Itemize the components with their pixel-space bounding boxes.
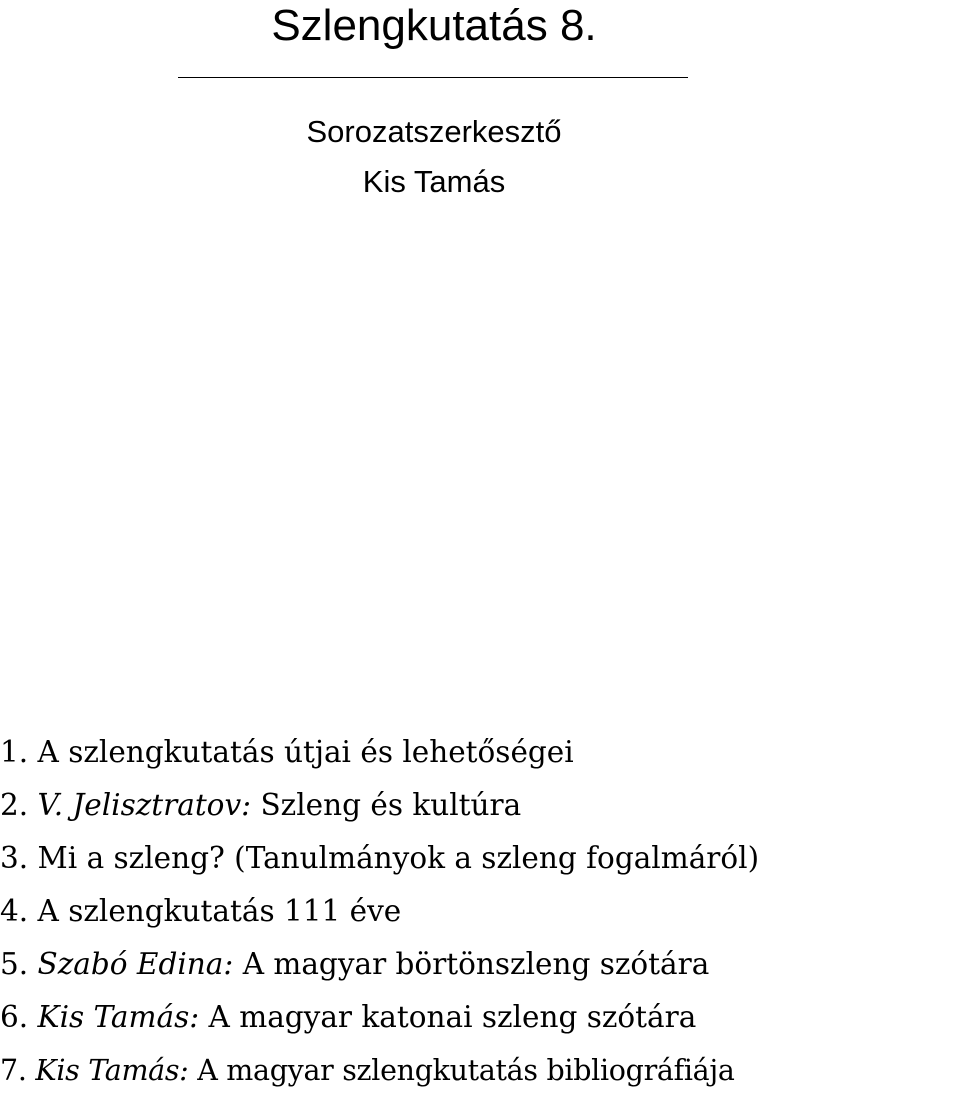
book-title: A magyar katonai szleng szótára — [208, 1000, 697, 1034]
book-author: Kis Tamás: — [37, 1000, 200, 1034]
book-title: Szleng és kultúra — [260, 788, 522, 822]
series-title: Szlengkutatás 8. — [271, 1, 597, 50]
book-item — [0, 938, 759, 991]
title-divider — [178, 77, 688, 78]
book-number: 1. — [0, 735, 29, 769]
book-title: A szlengkutatás útjai és lehetőségei — [37, 735, 574, 769]
book-item — [0, 779, 759, 832]
book-title: A magyar börtönszleng szótára — [242, 947, 710, 981]
book-title: A magyar szlengkutatás bibliográfiája — [197, 1054, 735, 1087]
editor-role: Sorozatszerkesztő — [306, 114, 562, 149]
series-book-list — [0, 726, 759, 1097]
book-item — [0, 726, 759, 779]
book-title: A szlengkutatás 111 éve — [37, 894, 402, 928]
book-number: 6. — [0, 1000, 29, 1034]
book-item — [0, 885, 759, 938]
book-author: Kis Tamás: — [35, 1054, 189, 1087]
series-editor-block — [0, 110, 868, 210]
book-number: 3. — [0, 841, 29, 875]
book-author: V. Jelisztratov: — [37, 788, 252, 822]
editor-name: Kis Tamás — [362, 164, 506, 199]
book-number: 2. — [0, 788, 29, 822]
book-number: 7. — [0, 1054, 27, 1087]
book-number: 4. — [0, 894, 29, 928]
book-number: 5. — [0, 947, 29, 981]
book-item — [0, 991, 759, 1044]
book-title: Mi a szleng? (Tanulmányok a szleng fogalmáról) — [37, 841, 760, 875]
book-item — [0, 1044, 759, 1097]
book-author: Szabó Edina: — [37, 947, 234, 981]
book-item — [0, 832, 759, 885]
